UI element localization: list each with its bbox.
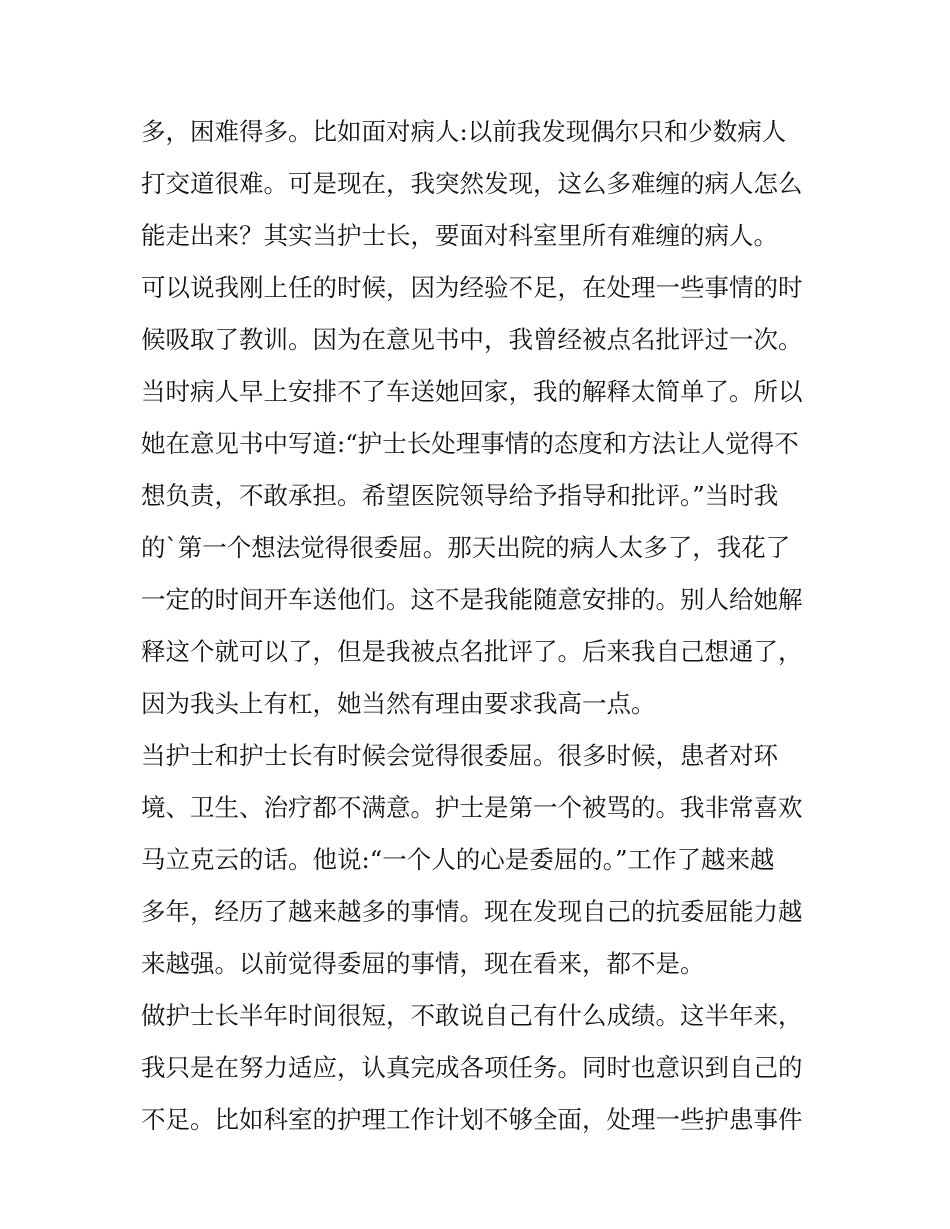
text-line-16: 多年，经历了越来越多的事情。现在发现自己的抗委屈能力越 (141, 897, 803, 926)
text-line-17: 来越强。以前觉得委屈的事情，现在看来，都不是。 (141, 949, 705, 978)
text-line-19: 我只是在努力适应，认真完成各项任务。同时也意识到自己的 (141, 1053, 803, 1082)
text-line-4: 可以说我刚上任的时候，因为经验不足，在处理一些事情的时 (141, 273, 803, 302)
text-line-12: 因为我头上有杠，她当然有理由要求我高一点。 (141, 689, 656, 718)
text-line-20: 不足。比如科室的护理工作计划不够全面，处理一些护患事件 (141, 1105, 803, 1134)
text-line-15: 马立克云的话。他说:“一个人的心是委屈的。”工作了越来越 (141, 845, 775, 874)
text-line-11: 释这个就可以了，但是我被点名批评了。后来我自己想通了， (141, 637, 803, 666)
document-body (141, 106, 821, 1146)
text-line-14: 境、卫生、治疗都不满意。护士是第一个被骂的。我非常喜欢 (141, 793, 803, 822)
text-line-7: 她在意见书中写道:“护士长处理事情的态度和方法让人觉得不 (141, 429, 799, 458)
text-line-5: 候吸取了教训。因为在意见书中，我曾经被点名批评过一次。 (141, 325, 803, 354)
text-line-3: 能走出来？其实当护士长，要面对科室里所有难缠的病人。 (141, 221, 778, 250)
text-line-13: 当护士和护士长有时候会觉得很委屈。很多时候，患者对环 (141, 741, 778, 770)
text-line-18: 做护士长半年时间很短，不敢说自己有什么成绩。这半年来， (141, 1001, 803, 1030)
text-line-10: 一定的时间开车送他们。这不是我能随意安排的。别人给她解 (141, 585, 803, 614)
text-line-2: 打交道很难。可是现在，我突然发现，这么多难缠的病人怎么 (141, 169, 803, 198)
text-line-6: 当时病人早上安排不了车送她回家，我的解释太简单了。所以 (141, 377, 803, 406)
text-line-9: 的`第一个想法觉得很委屈。那天出院的病人太多了，我花了 (141, 533, 791, 562)
text-line-8: 想负责，不敢承担。希望医院领导给予指导和批评。”当时我 (141, 481, 779, 510)
text-line-1: 多，困难得多。比如面对病人:以前我发现偶尔只和少数病人 (141, 117, 787, 146)
